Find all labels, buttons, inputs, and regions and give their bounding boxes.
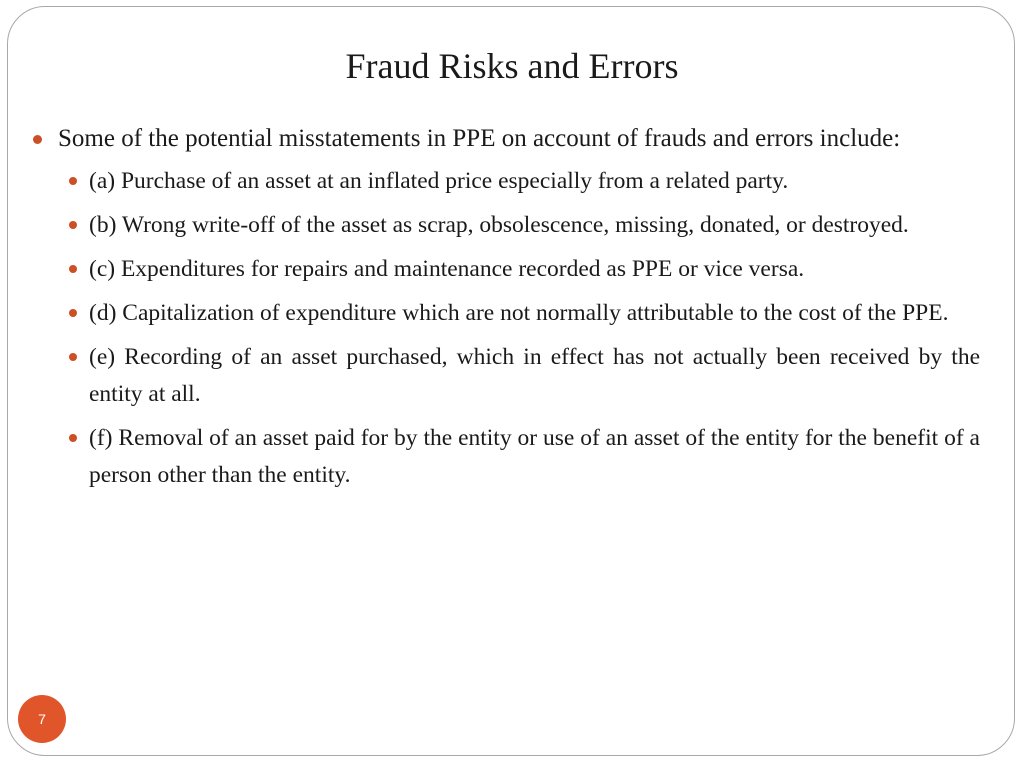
intro-text: Some of the potential misstatements in PPE on account of frauds and errors include: [58,125,901,152]
bullet-icon [69,265,77,273]
list-item-text: (d) Capitalization of expenditure which are not normally attributable to the cost of the PPE. [89,300,949,326]
list-item-text: (a) Purchase of an asset at an inflated price especially from a related party. [89,168,789,194]
misstatement-list [58,163,980,494]
slide-title: Fraud Risks and Errors [345,46,679,86]
bullet-icon [69,353,77,361]
page-number-badge [18,695,66,743]
slide-frame [7,6,1015,756]
list-item-text: (f) Removal of an asset paid for by the entity or use of an asset of the entity for the benefit of a person other than the entity. [89,425,980,488]
bullet-icon [33,135,42,144]
list-item [89,295,980,332]
intro-bullet [58,119,980,159]
list-item-text: (c) Expenditures for repairs and maintenance recorded as PPE or vice versa. [89,256,805,282]
bullet-icon [69,309,77,317]
list-item [89,251,980,288]
page-number: 7 [38,711,46,727]
list-item [89,207,980,244]
slide-content [58,119,980,501]
list-item [89,163,980,200]
list-item [89,420,980,494]
list-item-text: (b) Wrong write-off of the asset as scrap, obsolescence, missing, donated, or destroyed. [89,212,909,238]
bullet-icon [69,221,77,229]
bullet-icon [69,434,77,442]
bullet-icon [69,177,77,185]
list-item-text: (e) Recording of an asset purchased, which in effect has not actually been received by the entity at all. [89,344,980,407]
list-item [89,339,980,413]
